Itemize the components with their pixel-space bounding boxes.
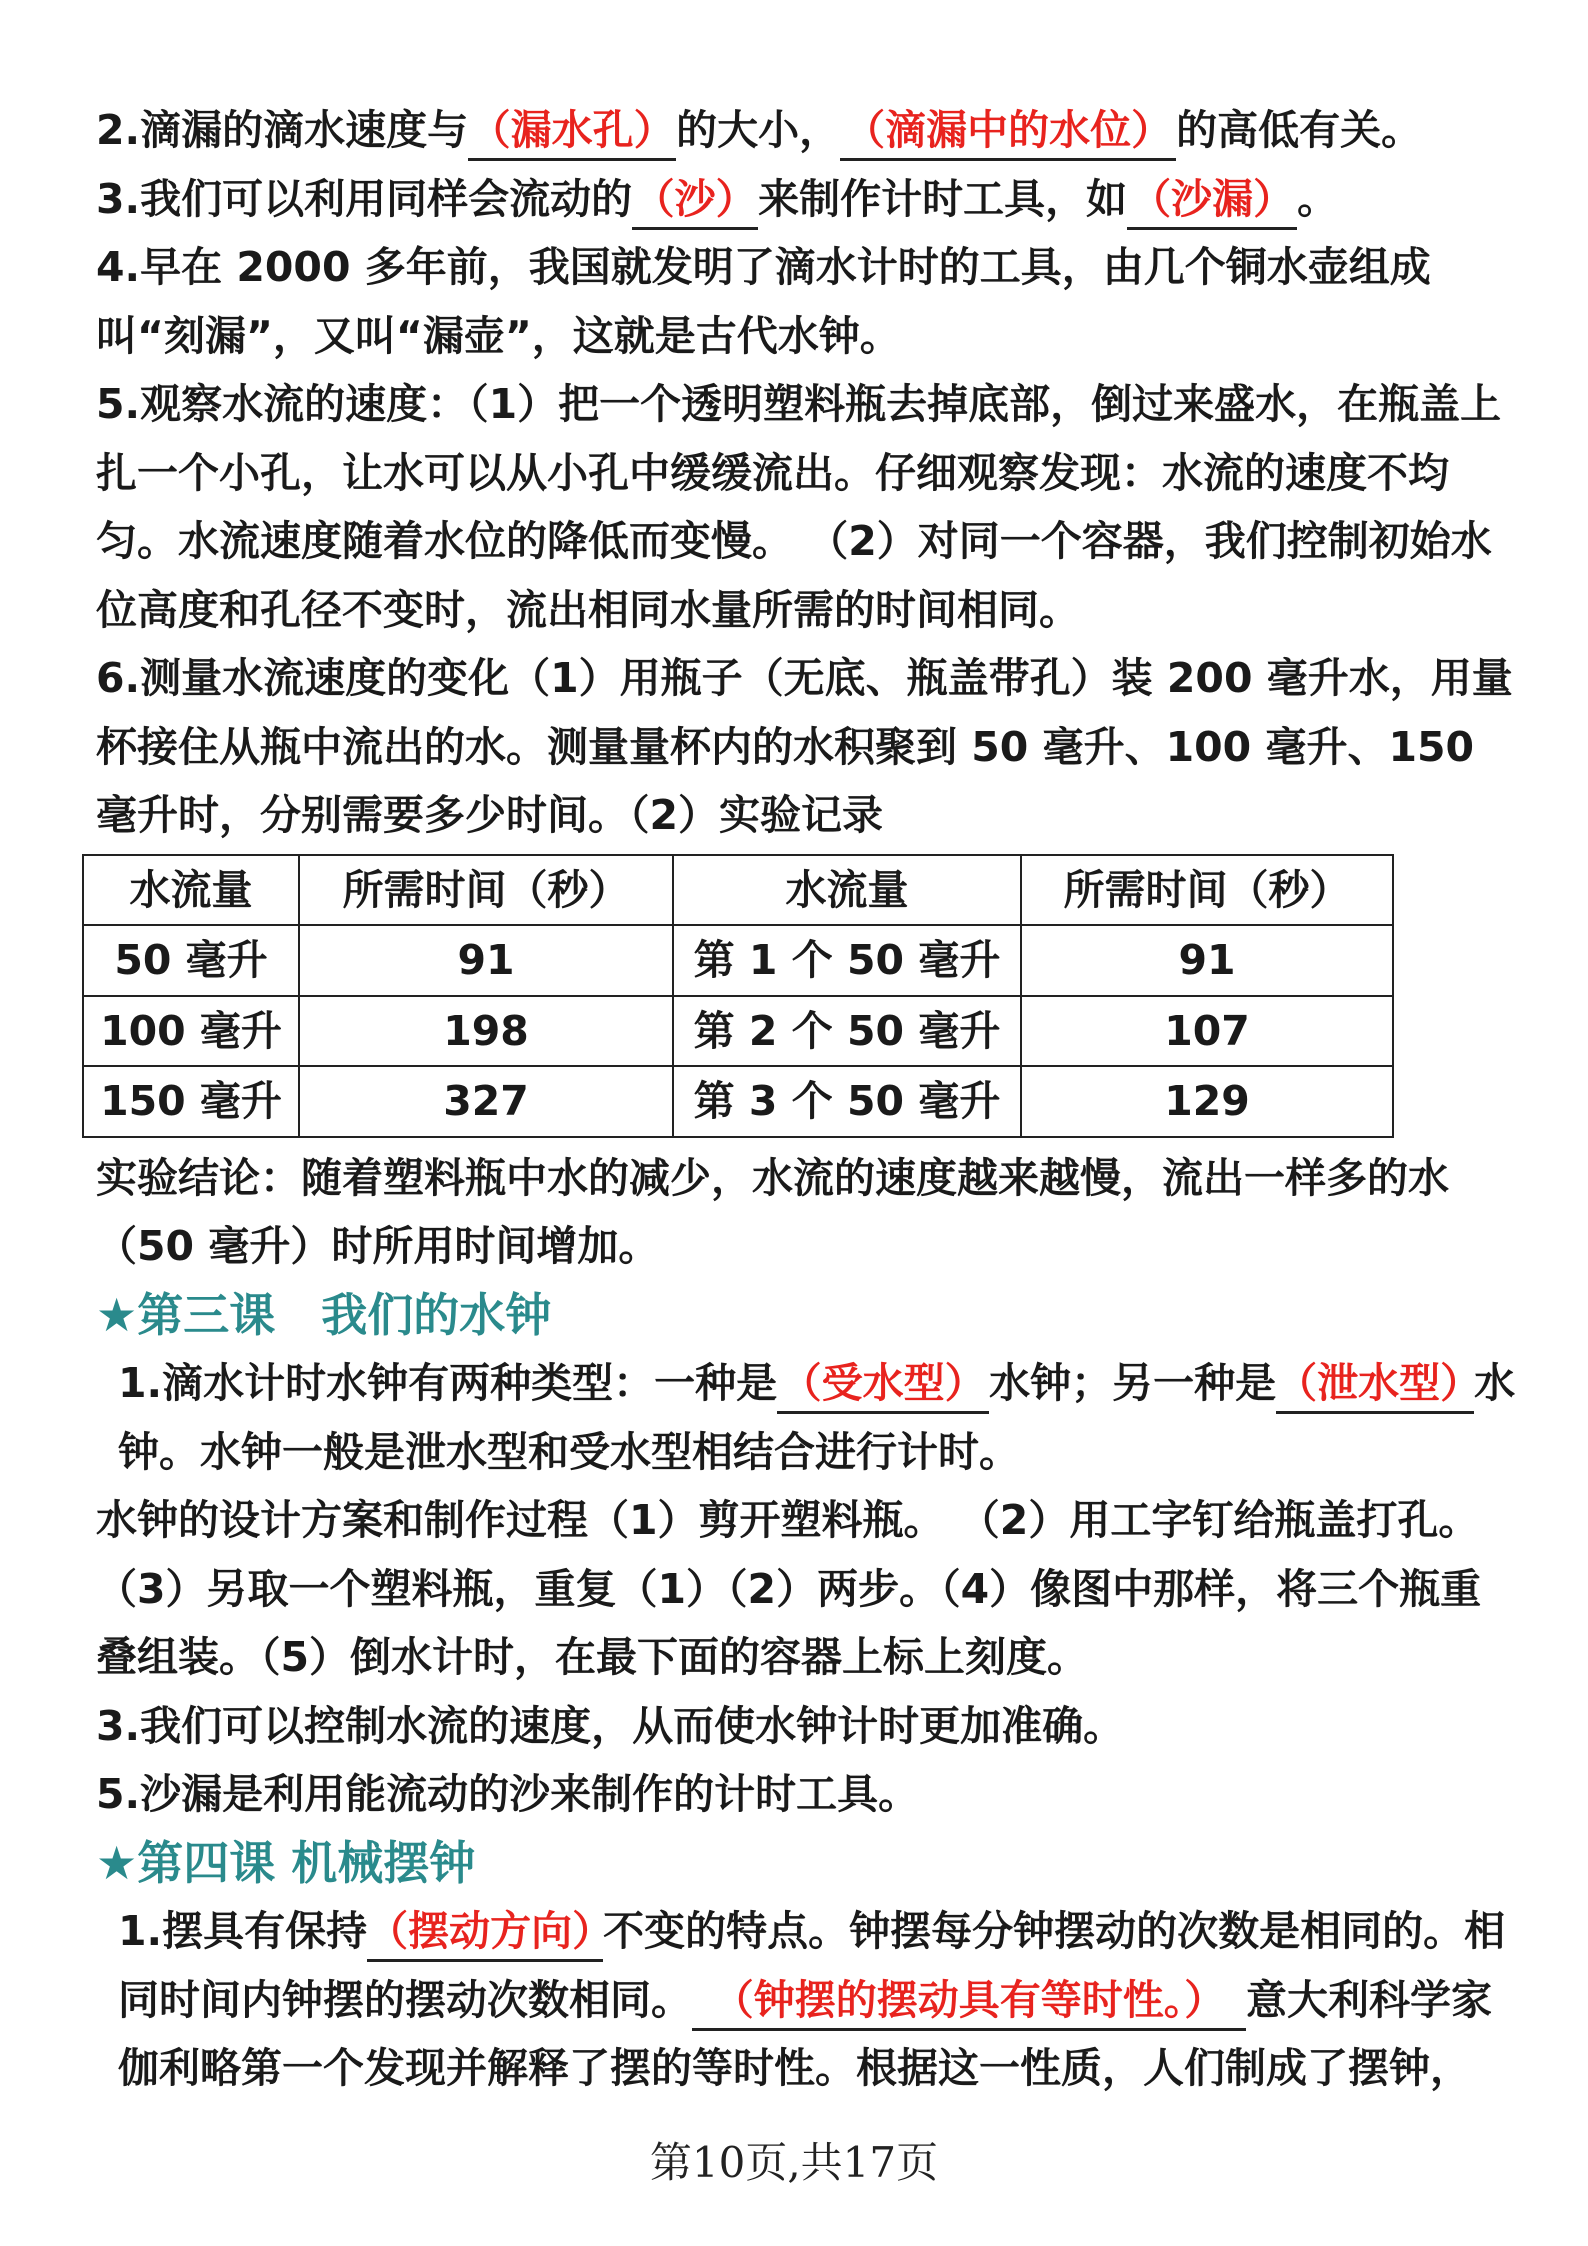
lesson-4-item-1 [96,1897,1516,2103]
table-cell: 107 [1021,996,1393,1067]
table-header-cell: 水流量 [673,855,1021,926]
table-cell: 第 1 个 50 毫升 [673,925,1021,996]
table-header-cell: 所需时间（秒） [299,855,673,926]
text: 水钟。水钟一般是泄水型和受水型相结合进行计时。 [118,1359,1516,1476]
page-content [96,96,1516,2103]
text: 1.滴水计时水钟有两种类型：一种是 [118,1359,778,1407]
text: 意大利科学家伽利略第一个发现并解释了摆的等时性。根据这一性质，人们制成了摆钟， [118,1975,1492,2092]
answer-blank: （泄水型） [1276,1355,1474,1414]
text: 。 [1297,174,1339,223]
table-header-cell: 所需时间（秒） [1021,855,1393,926]
lesson-4-heading: ★第四课 机械摆钟 [96,1835,476,1890]
item-3 [96,165,1516,234]
table-cell: 91 [1021,925,1393,996]
table-cell: 198 [299,996,673,1067]
lesson-3-item-5: 5.沙漏是利用能流动的沙来制作的计时工具。 [96,1770,920,1818]
text: 的大小， [676,106,841,154]
table-cell: 129 [1021,1066,1393,1137]
table-cell: 91 [299,925,673,996]
experiment-conclusion: 实验结论：随着塑料瓶中水的减少，水流的速度越来越慢，流出一样多的水（50 毫升）时所用时间增加。 [96,1153,1449,1270]
item-4: 4.早在 2000 多年前，我国就发明了滴水计时的工具，由几个铜水壶组成叫“刻漏”，又叫“漏壶”，这就是古代水钟。 [96,243,1431,360]
answer-blank: （漏水孔） [468,102,676,161]
table-cell: 327 [299,1066,673,1137]
table-cell: 100 毫升 [83,996,299,1067]
table-row [83,1066,1393,1137]
table-cell: 50 毫升 [83,925,299,996]
item-5: 5.观察水流的速度：（1）把一个透明塑料瓶去掉底部，倒过来盛水，在瓶盖上扎一个小孔，让水可以从小孔中缓缓流出。仔细观察发现：水流的速度不均匀。水流速度随着水位的降低而变慢。 （2）对同一个容器，我们控制初始水位高度和孔径不变时，流出相同水量所需的时间相同。 [96,380,1502,634]
table-cell: 第 3 个 50 毫升 [673,1066,1021,1137]
item-2 [96,96,1516,165]
item-6: 6.测量水流速度的变化（1）用瓶子（无底、瓶盖带孔）装 200 毫升水，用量杯接住从瓶中流出的水。测量量杯内的水积聚到 50 毫升、100 毫升、150 毫升时，分别需要多少时间。（2）实验记录 [96,654,1513,839]
text: 3.我们可以利用同样会流动的 [96,174,633,223]
answer-blank: （受水型） [777,1355,989,1414]
text: 不变的特点。钟摆每分钟摆动的次数是相同的。相同时间内钟摆的摆动次数相同。 [118,1907,1506,2024]
table-header-row [83,855,1393,926]
table-header-cell: 水流量 [83,855,299,926]
lesson-3-item-1 [96,1349,1516,1486]
answer-blank: （沙漏） [1127,171,1297,230]
text: 的高低有关。 [1176,106,1423,154]
answer-blank: （钟摆的摆动具有等时性。） [692,1972,1246,2031]
answer-blank: （摆动方向） [367,1903,603,1962]
text: 来制作计时工具，如 [758,174,1128,223]
table-row [83,925,1393,996]
lesson-3-item-3: 3.我们可以控制水流的速度，从而使水钟计时更加准确。 [96,1701,1125,1750]
page-number: 第10页,共17页 [649,2138,939,2187]
answer-blank: （滴漏中的水位） [840,102,1176,161]
text: 2.滴漏的滴水速度与 [96,106,469,154]
table-cell: 第 2 个 50 毫升 [673,996,1021,1067]
table-cell: 150 毫升 [83,1066,299,1137]
answer-blank: （沙） [632,171,758,230]
experiment-table [82,854,1394,1138]
lesson-3-heading: ★第三课 我们的水钟 [96,1287,552,1342]
text: 水钟；另一种是 [989,1359,1277,1407]
lesson-3-process: 水钟的设计方案和制作过程（1）剪开塑料瓶。 （2）用工字钉给瓶盖打孔。（3）另取一个塑料瓶，重复（1）（2）两步。（4）像图中那样，将三个瓶重叠组装。（5）倒水计时，在最下面的容器上标上刻度。 [96,1496,1482,1681]
table-row [83,996,1393,1067]
text: 1.摆具有保持 [118,1907,368,1955]
